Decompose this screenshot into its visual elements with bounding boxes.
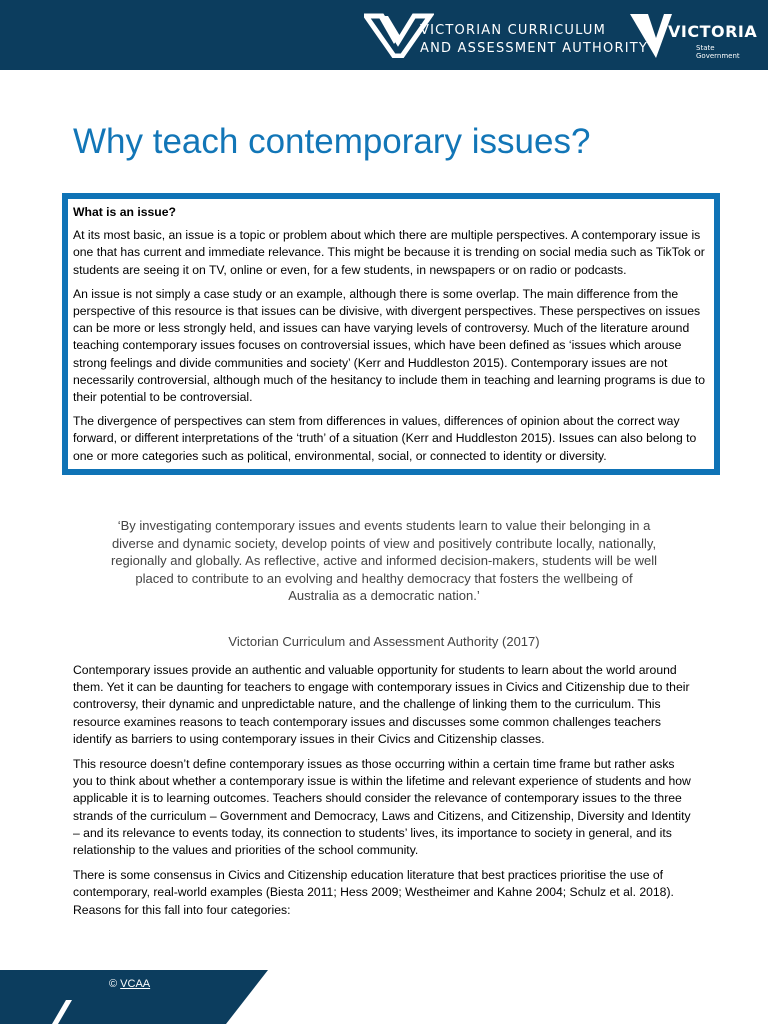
box-paragraph: The divergence of perspectives can stem from differences in values, differences of opinion about the correct way forward, or different interpretations of the ‘truth’ of a situation (Kerr and Huddleston 2015). Issues can also belong to one or more categories such as political, environmental, social, or connected to identity or diversity. (73, 414, 697, 463)
body-content (73, 662, 695, 927)
copyright-symbol: © (109, 978, 118, 990)
gov-sub-1: State (696, 44, 715, 52)
body-paragraph: There is some consensus in Civics and Citizenship education literature that best practices prioritise the use of contemporary, real-world examples (Biesta 2011; Hess 2009; Westheimer and Kahne 2004; Schulz et al. 2018). Reasons for this fall into four categories: (73, 868, 674, 917)
gov-sub-2: Government (696, 52, 740, 60)
box-paragraph: An issue is not simply a case study or an example, although there is some overlap. The main difference from the perspective of this resource is that issues can be divisive, with divergent perspectives. These perspectives on issues can be more or less strongly held, and issues can have varying levels of controversy. Much of the literature around teaching contemporary issues focuses on controversial issues, which have been defined as ‘issues which arouse strong feelings and divide communities and society’ (Kerr and Huddleston 2015). Contemporary issues are not necessarily controversial, although much of the hesitancy to include them in teaching and learning programs is due to their potential to be controversial. (73, 286, 706, 405)
footer-copyright (109, 978, 150, 990)
vcaa-link[interactable]: VCAA (120, 978, 151, 990)
page-title: Why teach contemporary issues? (73, 122, 591, 161)
state-government-label (696, 44, 740, 60)
issue-definition-box (62, 193, 720, 475)
box-heading: What is an issue? (73, 205, 176, 219)
body-paragraph: Contemporary issues provide an authentic and valuable opportunity for students to learn about the world around them. Yet it can be daunting for teachers to engage with contemporary issues in Civics and Citizenship due to their controversy, their dynamic and unpredictable nature, and the challenge of linking them to the curriculum. This resource examines reasons to teach contemporary issues and discusses some common challenges teachers identify as barriers to using contemporary issues in their Civics and Citizenship classes. (73, 663, 690, 746)
org-line-2: AND ASSESSMENT AUTHORITY (420, 41, 649, 56)
vcaa-wordmark (420, 22, 648, 58)
victoria-wordmark: VICTORIA (668, 22, 758, 41)
quote-citation: Victorian Curriculum and Assessment Authority (2017) (228, 634, 540, 649)
org-line-1: VICTORIAN CURRICULUM (420, 23, 607, 38)
body-paragraph: This resource doesn’t define contemporary issues as those occurring within a certain time frame but rather asks you to think about whether a contemporary issue is within the lifetime and relevant experience of students and how applicable it is to learning outcomes. Teachers should consider the relevance of contemporary issues to the three strands of the curriculum – Government and Democracy, Laws and Citizens, and Citizenship, Diversity and Identity – and its relevance to events today, its connection to students’ lives, its importance to society in general, and its relationship to the values and priorities of the school community. (73, 757, 691, 858)
box-paragraph: At its most basic, an issue is a topic or problem about which there are multiple perspectives. A contemporary issue is one that has current and immediate relevance. This might be because it is trending on social media such as TikTok or students are seeing it on TV, online or even, for a few students, in newspapers or on radio or podcasts. (73, 228, 705, 277)
header-bar (0, 0, 768, 70)
pull-quote: ‘By investigating contemporary issues and events students learn to value their belonging in a diverse and dynamic society, develop points of view and positively contribute locally, nationally, regionally and globally. As reflective, active and informed decision-makers, students will be well placed to contribute to an evolving and healthy democracy that fosters the wellbeing of Australia as a democratic nation.’ (110, 518, 658, 603)
